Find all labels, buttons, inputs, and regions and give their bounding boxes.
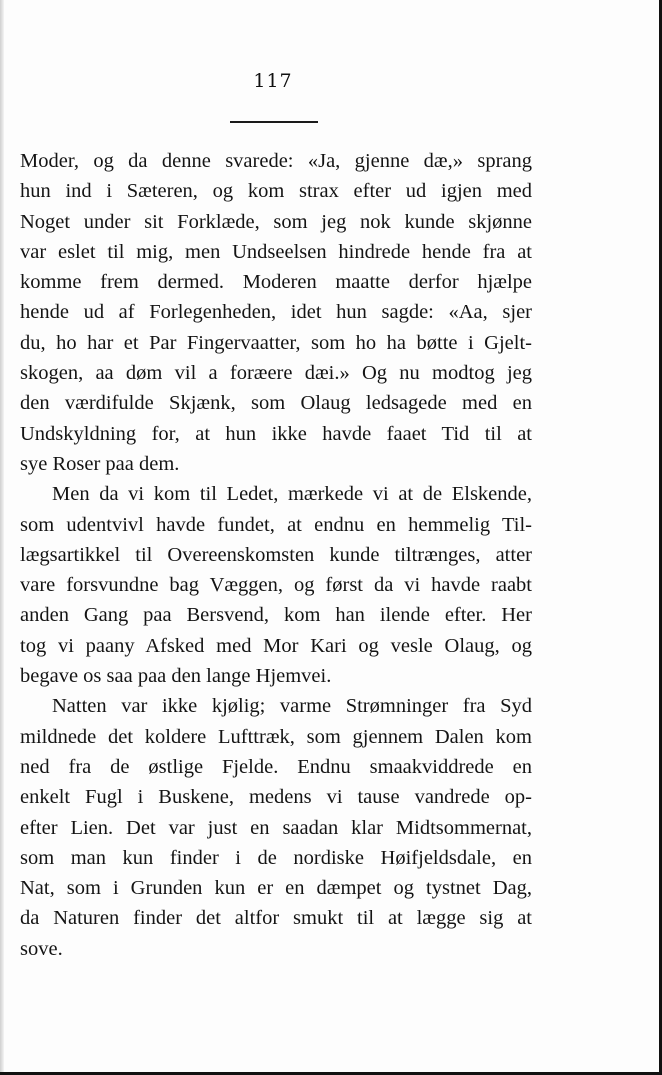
text-line: sove.: [20, 937, 63, 960]
text-line: begave os saa paa den lange Hjemvei.: [20, 665, 332, 688]
text-line: tog vi paany Afsked med Mor Kari og vesle Olaug, og: [20, 634, 532, 657]
text-line: komme frem dermed. Moderen maatte derfor hjælpe: [20, 271, 532, 294]
text-line: Nat, som i Grunden kun er en dæmpet og tystnet Dag,: [20, 877, 532, 900]
body-text: [20, 146, 532, 964]
header-rule: [230, 121, 318, 123]
paragraph-3: [20, 691, 532, 964]
text-line: du, ho har et Par Fingervaatter, som ho ha bøtte i Gjelt-: [20, 331, 532, 354]
text-line: enkelt Fugl i Buskene, medens vi tause vandrede op-: [20, 786, 532, 809]
text-line: som udentvivl havde fundet, at endnu en hemmelig Til-: [20, 513, 532, 536]
text-line: hun ind i Sæteren, og kom strax efter ud igjen med: [20, 180, 532, 203]
page-number: 117: [253, 70, 293, 92]
text-line: mildnede det koldere Lufttræk, som gjennem Dalen kom: [20, 725, 532, 748]
text-line: skogen, aa døm vil a foræere dæi.» Og nu modtog jeg: [20, 362, 532, 385]
text-line: Noget under sit Forklæde, som jeg nok kunde skjønne: [20, 210, 532, 233]
text-line: da Naturen finder det altfor smukt til at lægge sig at: [20, 907, 532, 930]
text-line: efter Lien. Det var just en saadan klar Midtsommernat,: [20, 816, 532, 839]
text-line: ned fra de østlige Fjelde. Endnu smaakviddrede en: [20, 755, 532, 778]
text-line: var eslet til mig, men Undseelsen hindrede hende fra at: [20, 240, 532, 263]
text-line: lægsartikkel til Overeenskomsten kunde tiltrænges, atter: [20, 543, 532, 566]
text-line: hende ud af Forlegenheden, idet hun sagde: «Aa, sjer: [20, 301, 532, 324]
page-left-edge-shadow: [0, 0, 4, 1075]
text-line: anden Gang paa Bersvend, kom han ilende efter. Her: [20, 604, 532, 627]
text-line: sye Roser paa dem.: [20, 452, 180, 475]
paragraph-1: [20, 146, 532, 479]
text-line: Men da vi kom til Ledet, mærkede vi at de Elskende,: [52, 483, 532, 506]
text-line: vare forsvundne bag Væggen, og først da vi havde raabt: [20, 574, 532, 597]
text-line: Undskyldning for, at hun ikke havde faaet Tid til at: [20, 422, 532, 445]
paragraph-2: [20, 479, 532, 691]
text-line: Natten var ikke kjølig; varme Strømninger fra Syd: [52, 695, 532, 718]
text-line: Moder, og da denne svarede: «Ja, gjenne dæ,» sprang: [20, 150, 532, 172]
text-line: den værdifulde Skjænk, som Olaug ledsagede med en: [20, 392, 532, 415]
text-line: som man kun finder i de nordiske Høifjeldsdale, en: [20, 846, 532, 869]
